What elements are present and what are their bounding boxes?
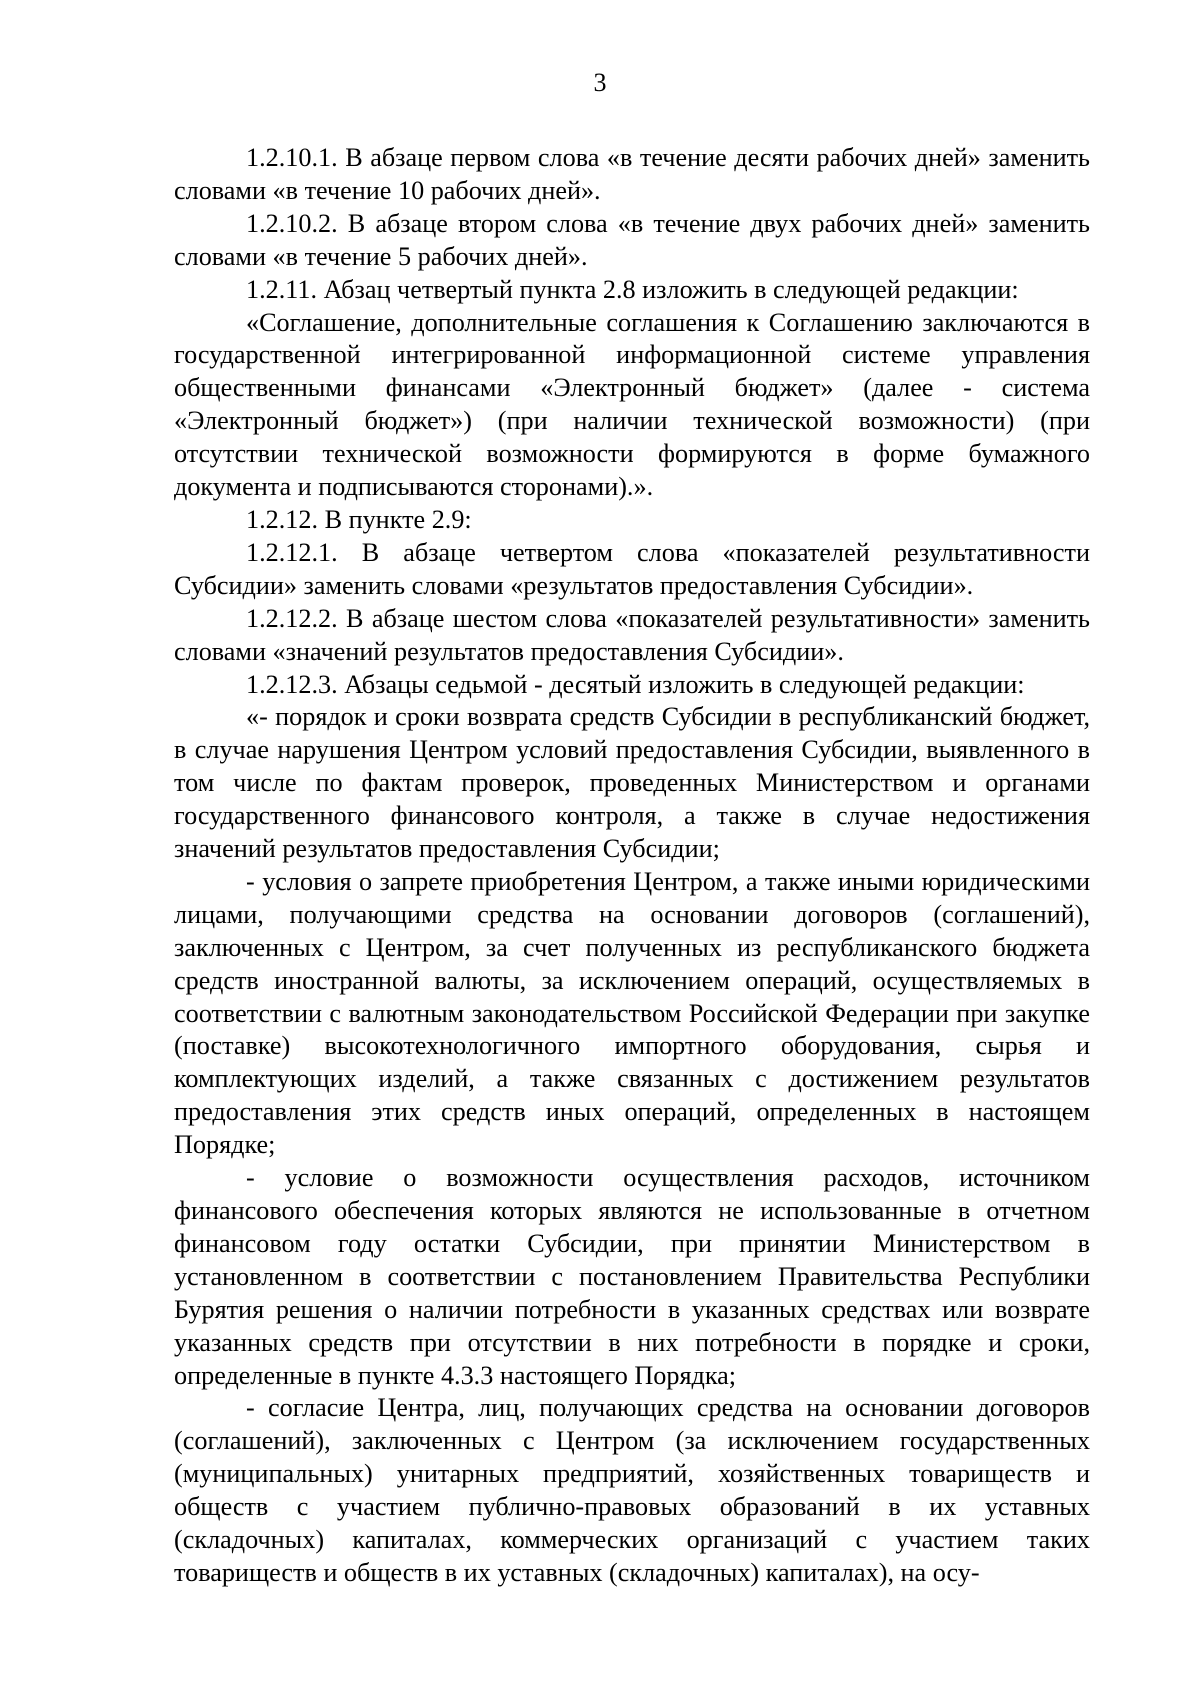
paragraph-currency-prohibition: - условия о запрете приобретения Центром, а также иными юридическими лицами, получающими средства на основании договоров (соглашений), заключенных с Центром, за счет полученных из республиканского бюджета средств иностранной валюты, за исключением операций, осуществляемых в соответствии с валютным законодательством Российской Федерации при закупке (поставке) высокотехнологичного импортного оборудования, сырья и комплектующих изделий, а также связанных с достижением результатов предоставления этих средств иных операций, определенных в настоящем Порядке; xyxy=(174,866,1090,1160)
paragraph-1-2-12-3: 1.2.12.3. Абзацы седьмой - десятый изложить в следующей редакции: xyxy=(246,669,1025,699)
paragraph-1-2-12: 1.2.12. В пункте 2.9: xyxy=(246,504,472,534)
paragraph-1-2-10-2: 1.2.10.2. В абзаце втором слова «в течение двух рабочих дней» заменить словами «в течение 5 рабочих дней». xyxy=(174,208,1090,271)
paragraph-1-2-10-1: 1.2.10.1. В абзаце первом слова «в течение десяти рабочих дней» заменить словами «в течение 10 рабочих дней». xyxy=(174,143,1090,205)
paragraph-return-procedure: «- порядок и сроки возврата средств Субсидии в республиканский бюджет, в случае нарушения Центром условий предоставления Субсидии, выявленного в том числе по фактам проверок, проведенных Министерством и органами государственного финансового контроля, а также в случае недостижения значений результатов предоставления Субсидии; xyxy=(174,702,1090,864)
paragraph-1-2-11: 1.2.11. Абзац четвертый пункта 2.8 изложить в следующей редакции: xyxy=(246,274,1019,304)
paragraph-expense-condition: - условие о возможности осуществления расходов, источником финансового обеспечения которых являются не использованные в отчетном финансовом году остатки Субсидии, при принятии Министерством в установленном в соответствии с постановлением Правительства Республики Бурятия решения о наличии потребности в указанных средствах или возврате указанных средств при отсутствии в них потребности в порядке и сроки, определенные в пункте 4.3.3 настоящего Порядка; xyxy=(174,1163,1090,1390)
paragraph-quoted-agreement: «Соглашение, дополнительные соглашения к Соглашению заключаются в государственной интегрированной информационной системе управления общественными финансами «Электронный бюджет» (далее - система «Электронный бюджет») (при наличии технической возможности) (при отсутствии технической возможности формируются в форме бумажного документа и подписываются сторонами).». xyxy=(174,307,1090,502)
paragraph-consent: - согласие Центра, лиц, получающих средства на основании договоров (соглашений), заключенных с Центром (за исключением государственных (муниципальных) унитарных предприятий, хозяйственных товариществ и обществ с участием публично-правовых образований в их уставных (складочных) капиталах, коммерческих организаций с участием таких товариществ и обществ в их уставных (складочных) капиталах), на осу- xyxy=(174,1393,1090,1587)
page-number: 3 xyxy=(593,68,607,97)
paragraph-1-2-12-2: 1.2.12.2. В абзаце шестом слова «показателей результативности» заменить словами «значений результатов предоставления Субсидии». xyxy=(174,603,1090,666)
document-body xyxy=(174,142,1090,1590)
paragraph-1-2-12-1: 1.2.12.1. В абзаце четвертом слова «показателей результативности Субсидии» заменить словами «результатов предоставления Субсидии». xyxy=(174,537,1090,600)
